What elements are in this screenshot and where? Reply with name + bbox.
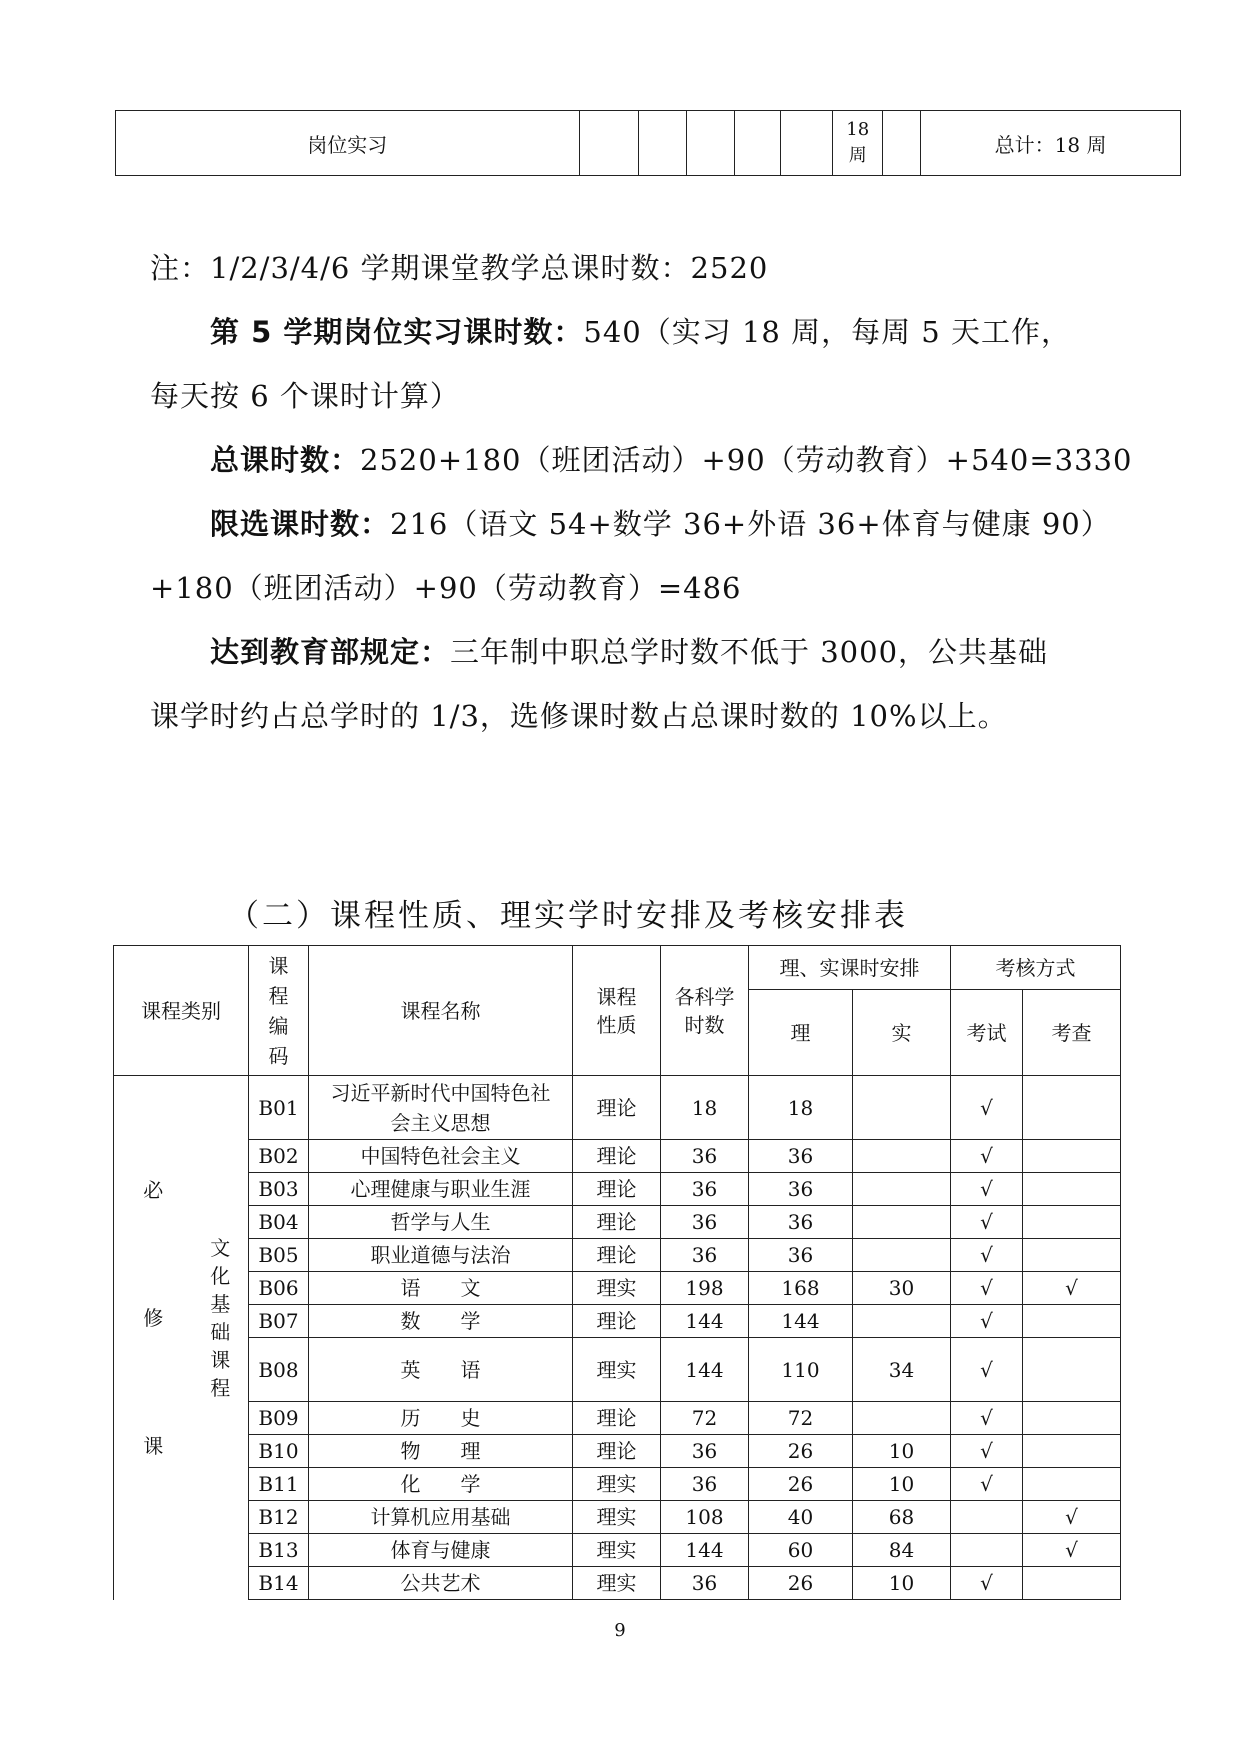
course-code: B12	[249, 1501, 309, 1534]
course-code: B05	[249, 1239, 309, 1272]
course-code: B13	[249, 1534, 309, 1567]
course-code: B06	[249, 1272, 309, 1305]
course-hours: 144	[661, 1338, 749, 1402]
note-line-4: 总课时数：2520+180（班团活动）+90（劳动教育）+540=3330	[210, 443, 1133, 477]
note-line-7: 达到教育部规定：三年制中职总学时数不低于 3000，公共基础	[210, 635, 1049, 669]
course-practice: 10	[853, 1567, 951, 1600]
course-code: B02	[249, 1140, 309, 1173]
course-code: B07	[249, 1305, 309, 1338]
note-line-3: 每天按 6 个课时计算）	[150, 379, 460, 413]
course-theory: 60	[749, 1534, 853, 1567]
course-exam: √	[951, 1076, 1023, 1140]
header-code: 课 程 编 码	[249, 946, 309, 1076]
course-name: 数 学	[309, 1305, 573, 1338]
course-code: B14	[249, 1567, 309, 1600]
header-arrangement: 理、实课时安排	[749, 946, 951, 990]
course-practice: 68	[853, 1501, 951, 1534]
course-practice	[853, 1402, 951, 1435]
course-check	[1023, 1239, 1121, 1272]
course-hours: 36	[661, 1206, 749, 1239]
course-nature: 理论	[573, 1239, 661, 1272]
course-exam: √	[951, 1239, 1023, 1272]
course-check	[1023, 1567, 1121, 1600]
header-practice: 实	[853, 990, 951, 1076]
course-nature: 理实	[573, 1534, 661, 1567]
course-practice	[853, 1305, 951, 1338]
course-hours: 36	[661, 1468, 749, 1501]
course-exam: √	[951, 1173, 1023, 1206]
course-nature: 理实	[573, 1567, 661, 1600]
table-row	[114, 1140, 1121, 1173]
course-theory: 26	[749, 1435, 853, 1468]
practice-label: 岗位实习	[116, 111, 580, 176]
table-row	[114, 1402, 1121, 1435]
table-row	[114, 1567, 1121, 1600]
course-exam: √	[951, 1338, 1023, 1402]
header-hours: 各科学 时数	[661, 946, 749, 1076]
course-practice: 30	[853, 1272, 951, 1305]
table-row	[114, 1239, 1121, 1272]
course-practice: 34	[853, 1338, 951, 1402]
course-code: B04	[249, 1206, 309, 1239]
course-name: 语 文	[309, 1272, 573, 1305]
course-exam: √	[951, 1435, 1023, 1468]
course-exam: √	[951, 1140, 1023, 1173]
course-theory: 26	[749, 1468, 853, 1501]
course-name: 计算机应用基础	[309, 1501, 573, 1534]
table-row	[114, 1435, 1121, 1468]
course-nature: 理论	[573, 1140, 661, 1173]
course-hours: 18	[661, 1076, 749, 1140]
course-exam: √	[951, 1272, 1023, 1305]
course-practice: 10	[853, 1435, 951, 1468]
course-nature: 理论	[573, 1435, 661, 1468]
header-nature: 课程 性质	[573, 946, 661, 1076]
course-check	[1023, 1140, 1121, 1173]
course-name: 物 理	[309, 1435, 573, 1468]
course-nature: 理实	[573, 1338, 661, 1402]
page-number: 9	[614, 1620, 626, 1641]
course-name: 英 语	[309, 1338, 573, 1402]
course-nature: 理论	[573, 1402, 661, 1435]
note-line-6: +180（班团活动）+90（劳动教育）=486	[150, 571, 742, 605]
course-code: B01	[249, 1076, 309, 1140]
course-code: B08	[249, 1338, 309, 1402]
course-exam: √	[951, 1402, 1023, 1435]
course-code: B10	[249, 1435, 309, 1468]
table-row	[114, 1501, 1121, 1534]
course-hours: 72	[661, 1402, 749, 1435]
course-name: 公共艺术	[309, 1567, 573, 1600]
course-name: 习近平新时代中国特色社会主义思想	[309, 1076, 573, 1140]
course-nature: 理实	[573, 1501, 661, 1534]
header-name: 课程名称	[309, 946, 573, 1076]
table-row	[114, 1173, 1121, 1206]
course-theory: 40	[749, 1501, 853, 1534]
practice-total: 总计：18 周	[921, 111, 1181, 176]
table-row	[114, 1534, 1121, 1567]
course-theory: 144	[749, 1305, 853, 1338]
course-hours: 144	[661, 1534, 749, 1567]
table-row	[114, 1305, 1121, 1338]
course-exam	[951, 1534, 1023, 1567]
table-row	[114, 1338, 1121, 1402]
course-check	[1023, 1305, 1121, 1338]
course-theory: 18	[749, 1076, 853, 1140]
course-theory: 36	[749, 1173, 853, 1206]
course-practice	[853, 1140, 951, 1173]
category-sub: 文 化 基 础 课 程	[193, 1076, 249, 1600]
note-line-1: 注：1/2/3/4/6 学期课堂教学总课时数：2520	[150, 251, 769, 285]
course-practice: 10	[853, 1468, 951, 1501]
header-assessment: 考核方式	[951, 946, 1121, 990]
course-code: B09	[249, 1402, 309, 1435]
course-check: √	[1023, 1534, 1121, 1567]
course-name: 历 史	[309, 1402, 573, 1435]
course-nature: 理实	[573, 1272, 661, 1305]
course-nature: 理实	[573, 1468, 661, 1501]
course-theory: 26	[749, 1567, 853, 1600]
course-table	[113, 945, 1121, 1600]
course-hours: 36	[661, 1140, 749, 1173]
course-nature: 理论	[573, 1076, 661, 1140]
table-row	[114, 1206, 1121, 1239]
header-theory: 理	[749, 990, 853, 1076]
course-code: B03	[249, 1173, 309, 1206]
course-check: √	[1023, 1501, 1121, 1534]
note-line-5: 限选课时数：216（语文 54+数学 36+外语 36+体育与健康 90）	[210, 507, 1111, 541]
course-code: B11	[249, 1468, 309, 1501]
course-check	[1023, 1076, 1121, 1140]
course-hours: 144	[661, 1305, 749, 1338]
course-name: 化 学	[309, 1468, 573, 1501]
course-exam: √	[951, 1567, 1023, 1600]
course-check	[1023, 1173, 1121, 1206]
course-theory: 36	[749, 1239, 853, 1272]
course-nature: 理论	[573, 1173, 661, 1206]
header-exam: 考试	[951, 990, 1023, 1076]
course-check	[1023, 1206, 1121, 1239]
course-name: 中国特色社会主义	[309, 1140, 573, 1173]
top-practice-table	[115, 110, 1181, 176]
course-hours: 108	[661, 1501, 749, 1534]
note-line-2: 第 5 学期岗位实习课时数：540（实习 18 周，每周 5 天工作，	[210, 315, 1071, 349]
course-check	[1023, 1468, 1121, 1501]
course-check	[1023, 1338, 1121, 1402]
course-check	[1023, 1402, 1121, 1435]
course-exam: √	[951, 1305, 1023, 1338]
note-line-8: 课学时约占总学时的 1/3，选修课时数占总课时数的 10%以上。	[150, 699, 1008, 733]
course-name: 职业道德与法治	[309, 1239, 573, 1272]
course-name: 哲学与人生	[309, 1206, 573, 1239]
course-hours: 36	[661, 1173, 749, 1206]
course-practice: 84	[853, 1534, 951, 1567]
course-exam: √	[951, 1206, 1023, 1239]
header-category: 课程类别	[114, 946, 249, 1076]
section-title: （二）课程性质、理实学时安排及考核安排表	[228, 898, 908, 934]
course-theory: 168	[749, 1272, 853, 1305]
table-row	[114, 1272, 1121, 1305]
header-check: 考查	[1023, 990, 1121, 1076]
course-hours: 36	[661, 1567, 749, 1600]
course-practice	[853, 1206, 951, 1239]
course-name: 体育与健康	[309, 1534, 573, 1567]
course-exam: √	[951, 1468, 1023, 1501]
course-check	[1023, 1435, 1121, 1468]
course-theory: 36	[749, 1206, 853, 1239]
course-hours: 36	[661, 1239, 749, 1272]
course-hours: 198	[661, 1272, 749, 1305]
course-practice	[853, 1239, 951, 1272]
course-theory: 110	[749, 1338, 853, 1402]
course-nature: 理论	[573, 1305, 661, 1338]
practice-weeks: 18 周	[833, 111, 883, 176]
course-hours: 36	[661, 1435, 749, 1468]
course-practice	[853, 1173, 951, 1206]
course-nature: 理论	[573, 1206, 661, 1239]
course-name: 心理健康与职业生涯	[309, 1173, 573, 1206]
course-exam	[951, 1501, 1023, 1534]
course-check: √	[1023, 1272, 1121, 1305]
table-row	[114, 1468, 1121, 1501]
course-theory: 36	[749, 1140, 853, 1173]
course-theory: 72	[749, 1402, 853, 1435]
table-row	[114, 1076, 1121, 1140]
category-main: 必 修 课	[114, 1076, 193, 1600]
course-practice	[853, 1076, 951, 1140]
